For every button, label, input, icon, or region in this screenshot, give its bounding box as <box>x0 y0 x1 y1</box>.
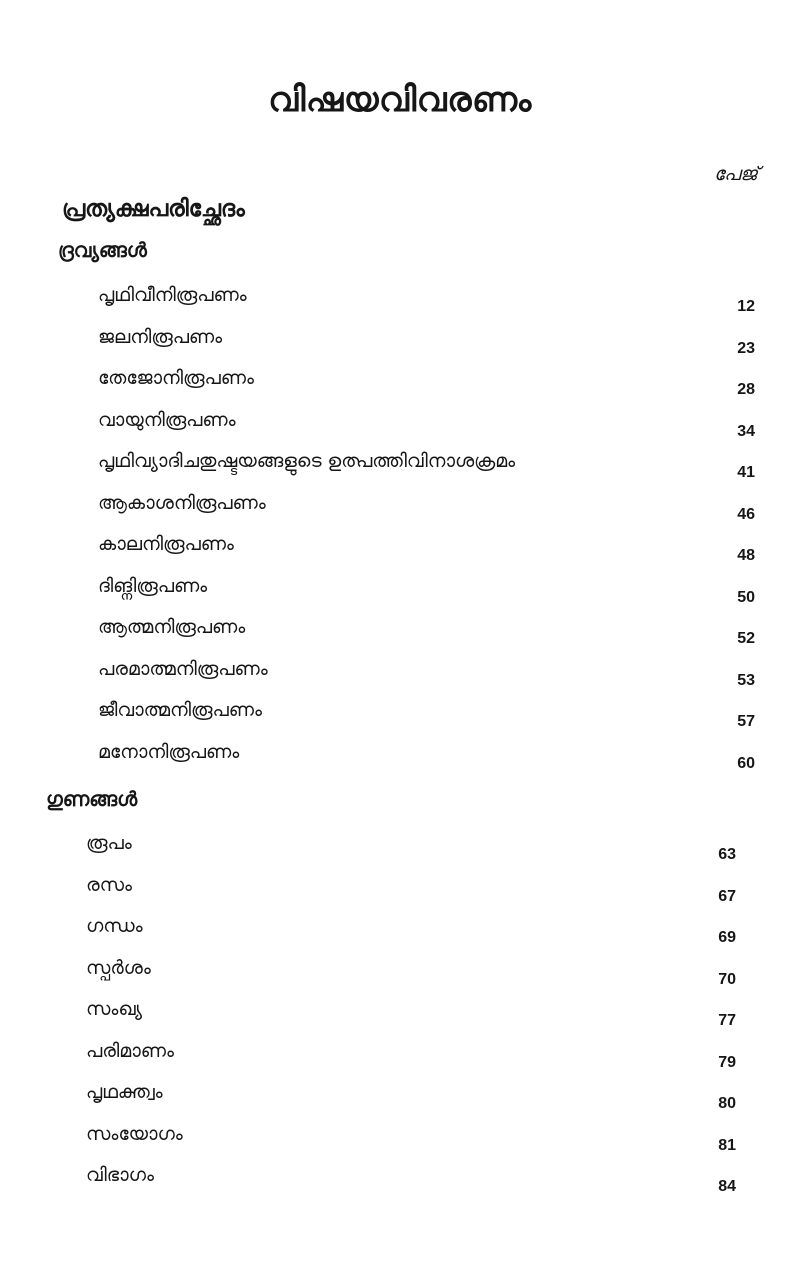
toc-entry-page: 52 <box>737 630 755 647</box>
toc-entry-label: തേജോനിരൂപണം <box>98 367 254 389</box>
toc-entry-page: 34 <box>737 422 755 440</box>
toc-entry-label: ജീവാത്മനിരൂപണം <box>98 699 262 721</box>
toc-entry-page: 81 <box>718 1136 736 1154</box>
toc-entry-label: പൃഥിവീനിരൂപണം <box>98 284 247 306</box>
toc-entry-page: 23 <box>737 339 755 357</box>
toc-entry-label: കാലനിരൂപണം <box>98 533 234 555</box>
section-heading-gunas: ഗുണങ്ങൾ <box>46 787 138 811</box>
toc-entry-label: ദിങ്നിരൂപണം <box>98 574 208 597</box>
toc-entry-page: 50 <box>737 588 755 606</box>
toc-entry-page: 70 <box>718 970 736 988</box>
toc-entry-label: സ്പർശം <box>86 956 151 979</box>
toc-entry-page: 80 <box>718 1095 736 1112</box>
toc-entry-label: പൃഥിവ്യാദിചതുഷ്ടയങ്ങളുടെ ഉത്പത്തിവിനാശക്രമം <box>98 450 516 472</box>
toc-entry-page: 41 <box>737 464 755 481</box>
toc-entry-label: സംഖ്യ <box>86 998 142 1020</box>
section-heading-dravyas: ദ്രവ്യങ്ങൾ <box>58 238 147 262</box>
toc-entry-page: 84 <box>718 1178 736 1195</box>
toc-entry-page: 67 <box>718 887 736 905</box>
toc-entry-page: 46 <box>737 505 755 523</box>
toc-entry-page: 53 <box>737 671 755 689</box>
toc-entry-label: ജലനിരൂപണം <box>98 325 223 348</box>
toc-entry-label: പരമാത്മനിരൂപണം <box>98 657 268 680</box>
toc-entry-label: ഗന്ധം <box>86 915 143 937</box>
part-heading: പ്രത്യക്ഷപരിച്ഛേദം <box>62 196 245 222</box>
toc-entry-label: ആകാശനിരൂപണം <box>98 491 266 514</box>
toc-entry-label: രൂപം <box>86 832 132 854</box>
page-column-label: പേജ് <box>713 163 758 185</box>
toc-entry-label: വിഭാഗം <box>86 1164 154 1186</box>
toc-entry-page: 48 <box>737 547 755 564</box>
toc-entry-page: 60 <box>737 754 755 772</box>
toc-entry-label: പൃഥക്ത്വം <box>86 1081 163 1103</box>
toc-entry-page: 79 <box>718 1053 736 1071</box>
toc-entry-page: 12 <box>737 298 755 315</box>
page-title: വിഷയവിവരണം <box>268 80 532 120</box>
toc-entry-label: വായുനിരൂപണം <box>98 408 236 431</box>
toc-entry-page: 77 <box>718 1012 736 1029</box>
toc-entry-label: രസം <box>86 873 132 896</box>
toc-entry-label: സംയോഗം <box>86 1122 183 1145</box>
toc-entry-label: മനോനിരൂപണം <box>98 740 240 763</box>
toc-entry-page: 63 <box>718 846 736 863</box>
toc-entry-page: 28 <box>737 381 755 398</box>
toc-entry-label: ആത്മനിരൂപണം <box>98 616 246 638</box>
toc-entry-page: 69 <box>718 929 736 946</box>
toc-entry-label: പരിമാണം <box>86 1039 174 1062</box>
toc-entry-page: 57 <box>737 713 755 730</box>
